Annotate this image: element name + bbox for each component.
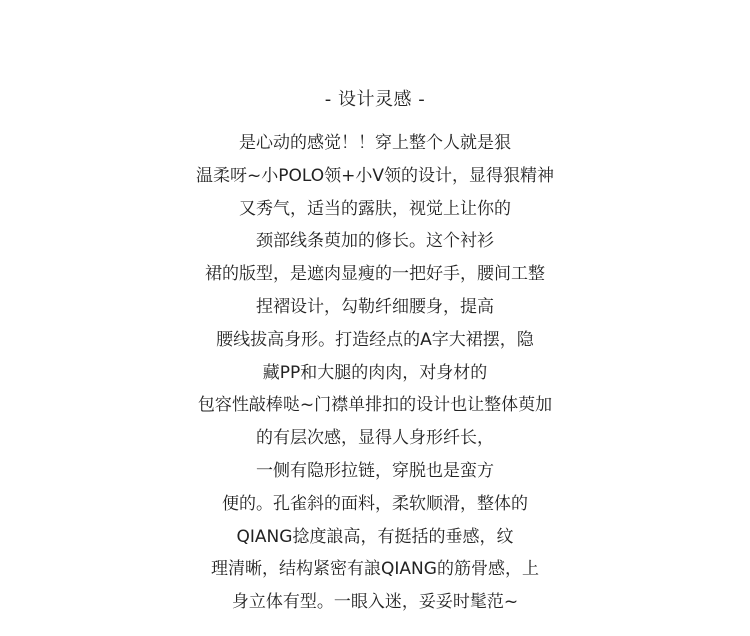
description-line: 藏PP和大腿的肉肉，对身材的 [262, 362, 488, 383]
description-line: 身立体有型。一眼入迷，妥妥时髦范~ [231, 592, 519, 613]
description-line: 一侧有隐形拉链，穿脱也是蛮方 [256, 460, 494, 481]
description-line: 的有层次感，显得人身形纤长， [256, 428, 494, 449]
description-text [0, 127, 750, 619]
description-line: 理清晰，结构紧密有誏QIANG的筋骨感，上 [211, 559, 539, 580]
description-line: 颈部线条萸加的修长。这个衬衫 [256, 231, 494, 252]
description-line: 温柔呀~小POLO领+小V领的设计，显得狠精神 [196, 165, 554, 186]
section-heading: - 设计灵感 - [324, 89, 426, 110]
description-line: 捏褶设计，勾勒纤细腰身，提高 [256, 296, 494, 317]
description-line: 便的。孔雀斜的面料，柔软顺滑，整体的 [222, 493, 528, 514]
description-line: 包容性敲棒哒~门襟单排扣的设计也让整体萸加 [197, 395, 553, 416]
description-line: 裙的版型，是遮肉显瘦的一把好手，腰间工整 [205, 264, 545, 285]
description-line: 腰线拔高身形。打造经点的A字大裙摆，隐 [216, 329, 534, 350]
description-line: QIANG捻度誏高，有挺括的垂感，纹 [236, 526, 514, 547]
description-line: 又秀气，适当的露肤，视觉上让你的 [239, 198, 511, 219]
description-line: 是心动的感觉！！穿上整个人就是狠 [239, 133, 511, 153]
